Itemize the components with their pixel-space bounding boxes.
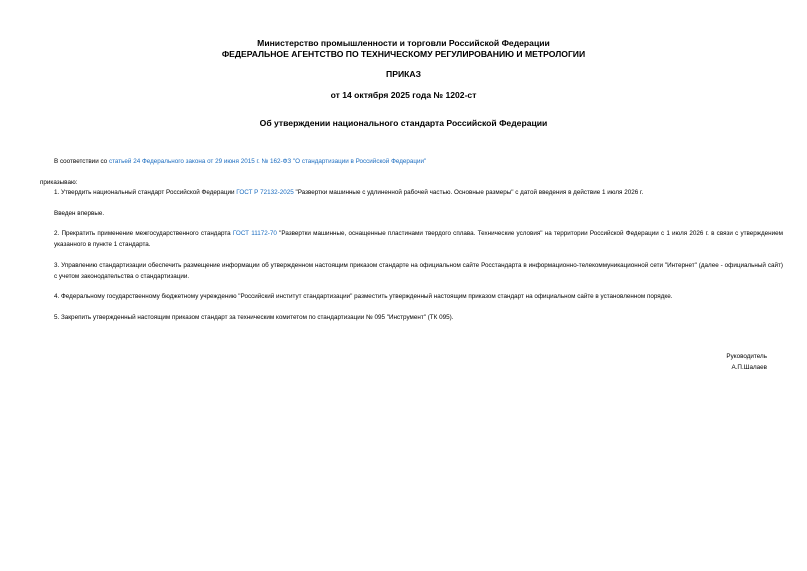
order-word: приказываю: bbox=[40, 179, 78, 186]
ministry-name: Министерство промышленности и торговли Российской Федерации bbox=[257, 38, 550, 48]
document-date-number: от 14 октября 2025 года № 1202-ст bbox=[330, 90, 477, 100]
intro-text: В соответствии со bbox=[54, 158, 109, 165]
first-time-note: Введен впервые. bbox=[54, 210, 105, 217]
document-type: ПРИКАЗ bbox=[386, 69, 421, 79]
item-5-paragraph: 5. Закрепить утвержденный настоящим приказом стандарт за техническим комитетом по стандартизации № 095 "Инструмент" (ТК 095). bbox=[54, 314, 454, 321]
law-link[interactable]: статьей 24 Федерального закона от 29 июня 2015 г. № 162-ФЗ "О стандартизации в Российской Федерации" bbox=[108, 158, 427, 165]
item-2-paragraph bbox=[40, 228, 783, 250]
item-1-text-end: "Развертки машинные с удлиненной рабочей частью. Основные размеры" с датой введения в действие 1 июля 2026 г. bbox=[293, 189, 644, 196]
signatory-name: А.П.Шалаев bbox=[731, 364, 767, 371]
document-title: Об утверждении национального стандарта Российской Федерации bbox=[259, 118, 548, 128]
item-4-paragraph: 4. Федеральному государственному бюджетному учреждению "Российский институт стандартизации" разместить утвержденный настоящим приказом стандарт на официальном сайте в установленном порядке. bbox=[54, 293, 673, 300]
item-2-text-end: "Развертки машинные, оснащенные пластинами твердого сплава. Технические условия" на территории Российской Федерации с 1 июля 2026 г. в связи с утверждением указанного в пункте 1 стандарта. bbox=[54, 230, 783, 248]
item-1-text-start: 1. Утвердить национальный стандарт Российской Федерации bbox=[54, 189, 237, 196]
signatory-position: Руководитель bbox=[726, 353, 767, 360]
agency-name: ФЕДЕРАЛЬНОЕ АГЕНТСТВО ПО ТЕХНИЧЕСКОМУ РЕГУЛИРОВАНИЮ И МЕТРОЛОГИИ bbox=[221, 49, 586, 59]
item-2-text-start: 2. Прекратить применение межгосударственного стандарта bbox=[54, 230, 233, 237]
gost-r-72132-link[interactable]: ГОСТ Р 72132-2025 bbox=[236, 189, 294, 196]
item-3-paragraph: 3. Управлению стандартизации обеспечить размещение информации об утвержденном настоящим приказом стандарте на официальном сайте Росстандарта в информационно-телекоммуникационной сети "Интернет" (далее - официальный сайт) с учетом законодательства о стандартизации. bbox=[54, 262, 783, 280]
item-1-paragraph bbox=[40, 187, 783, 198]
intro-paragraph bbox=[40, 156, 783, 167]
gost-11172-link[interactable]: ГОСТ 11172-70 bbox=[232, 230, 277, 237]
